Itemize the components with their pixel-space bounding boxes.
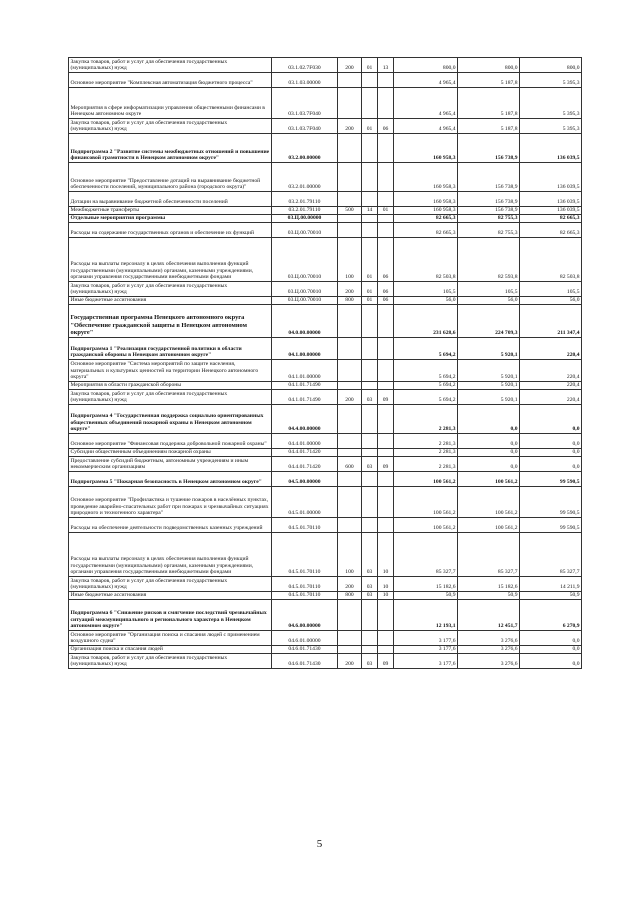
table-row (69, 163, 582, 192)
row-value-year1: 2 281,3 (394, 405, 458, 434)
row-subsection (378, 215, 394, 223)
row-section (362, 472, 378, 487)
row-value-year2: 156 738,9 (458, 192, 520, 207)
row-expense-type: 500 (338, 207, 362, 215)
row-value-year2: 5 187,8 (458, 88, 520, 119)
row-subsection (378, 305, 394, 338)
row-name: Закупка товаров, работ и услуг для обеспечения государственных (муниципальных) нужд (69, 390, 272, 405)
row-name: Закупка товаров, работ и услуг для обеспечения государственных (муниципальных) нужд (69, 282, 272, 297)
row-code: 03.Ц.00.00000 (272, 215, 338, 223)
row-subsection (378, 646, 394, 654)
row-value-year2: 5 920,1 (458, 360, 520, 382)
row-subsection (378, 600, 394, 631)
row-name: Мероприятия в области гражданской обороны (69, 382, 272, 390)
row-name: Закупка товаров, работ и услуг для обеспечения государственных (муниципальных) нужд (69, 654, 272, 669)
table-row (69, 338, 582, 360)
row-value-year3: 0,0 (520, 405, 582, 434)
row-value-year2: 0,0 (458, 405, 520, 434)
row-name: Иные бюджетные ассигнования (69, 592, 272, 600)
row-value-year1: 100 561,2 (394, 472, 458, 487)
row-expense-type: 100 (338, 238, 362, 282)
row-name: Расходы на содержание государственных органов и обеспечение их функций (69, 223, 272, 238)
row-expense-type (338, 215, 362, 223)
row-value-year1: 3 177,6 (394, 654, 458, 669)
row-value-year1: 2 281,3 (394, 434, 458, 449)
row-section (362, 88, 378, 119)
row-subsection: 09 (378, 457, 394, 472)
row-value-year2: 82 593,8 (458, 238, 520, 282)
table-row (69, 223, 582, 238)
row-value-year2: 5 187,8 (458, 119, 520, 134)
row-value-year2: 3 276,6 (458, 631, 520, 646)
table-row (69, 654, 582, 669)
row-name: Иные бюджетные ассигнования (69, 297, 272, 305)
row-code: 04.4.01.71420 (272, 457, 338, 472)
row-expense-type: 200 (338, 119, 362, 134)
row-value-year1: 82 665,3 (394, 215, 458, 223)
row-value-year3: 136 039,5 (520, 192, 582, 207)
row-subsection (378, 73, 394, 88)
row-name: Основное мероприятие "Комплексная автоматизация бюджетного процесса" (69, 73, 272, 88)
budget-table (68, 57, 582, 669)
row-subsection: 10 (378, 592, 394, 600)
row-expense-type: 100 (338, 533, 362, 577)
row-value-year2: 82 755,3 (458, 223, 520, 238)
row-value-year1: 231 628,6 (394, 305, 458, 338)
row-value-year2: 0,0 (458, 434, 520, 449)
row-subsection (378, 163, 394, 192)
table-row (69, 390, 582, 405)
row-code: 04.5.01.00000 (272, 487, 338, 518)
row-expense-type (338, 449, 362, 457)
row-name: Расходы на выплаты персоналу в целях обеспечения выполнения функций государственными (муниципальными) органами, казенными учреждениями, органами управления государственными внебюджетными фондами (69, 533, 272, 577)
row-subsection: 06 (378, 297, 394, 305)
row-code: 03.2.01.79110 (272, 207, 338, 215)
row-section (362, 338, 378, 360)
row-value-year2: 3 276,6 (458, 654, 520, 669)
row-value-year3: 99 590,5 (520, 487, 582, 518)
row-value-year1: 4 965,4 (394, 73, 458, 88)
row-subsection: 06 (378, 238, 394, 282)
row-value-year3: 5 395,3 (520, 73, 582, 88)
row-subsection: 09 (378, 390, 394, 405)
row-value-year1: 160 958,3 (394, 163, 458, 192)
row-value-year2: 156 738,9 (458, 163, 520, 192)
row-subsection (378, 472, 394, 487)
row-section (362, 646, 378, 654)
row-value-year3: 0,0 (520, 631, 582, 646)
row-value-year1: 56,0 (394, 297, 458, 305)
row-value-year1: 4 965,4 (394, 88, 458, 119)
row-name: Закупка товаров, работ и услуг для обеспечения государственных (муниципальных) нужд (69, 58, 272, 73)
row-value-year2: 0,0 (458, 457, 520, 472)
table-row (69, 577, 582, 592)
table-row (69, 88, 582, 119)
row-expense-type (338, 434, 362, 449)
table-row (69, 192, 582, 207)
row-value-year3: 136 039,5 (520, 134, 582, 163)
row-code: 03.1.02.7F030 (272, 58, 338, 73)
row-section (362, 434, 378, 449)
row-expense-type (338, 360, 362, 382)
row-code: 03.Ц.00.70010 (272, 282, 338, 297)
row-value-year1: 50,9 (394, 592, 458, 600)
row-code: 04.5.00.00000 (272, 472, 338, 487)
row-expense-type (338, 223, 362, 238)
row-name: Закупка товаров, работ и услуг для обеспечения государственных (муниципальных) нужд (69, 577, 272, 592)
row-code: 04.1.01.00000 (272, 360, 338, 382)
row-section: 01 (362, 297, 378, 305)
row-code: 04.4.01.71420 (272, 449, 338, 457)
row-value-year2: 800,0 (458, 58, 520, 73)
row-value-year3: 82 665,3 (520, 223, 582, 238)
row-value-year2: 85 327,7 (458, 533, 520, 577)
row-expense-type (338, 134, 362, 163)
row-value-year3: 85 327,7 (520, 533, 582, 577)
row-expense-type: 600 (338, 457, 362, 472)
row-value-year1: 5 694,2 (394, 382, 458, 390)
row-name: Подпрограмма 2 "Развитие системы межбюджетных отношений и повышение финансовой грамотности в Ненецком автономном округе" (69, 134, 272, 163)
row-section (362, 223, 378, 238)
row-value-year1: 2 281,3 (394, 449, 458, 457)
row-code: 03.Ц.00.70010 (272, 223, 338, 238)
row-subsection (378, 223, 394, 238)
row-name: Основное мероприятие "Профилактика и тушение пожаров в населённых пунктах, проведение аварийно-спасательных работ при пожарах и чрезвычайных ситуациях природного и техногенного характера" (69, 487, 272, 518)
row-expense-type (338, 382, 362, 390)
table-row (69, 282, 582, 297)
table-row (69, 487, 582, 518)
row-value-year3: 0,0 (520, 449, 582, 457)
table-row (69, 58, 582, 73)
row-value-year2: 105,5 (458, 282, 520, 297)
row-code: 03.1.03.7F040 (272, 119, 338, 134)
row-subsection (378, 360, 394, 382)
row-value-year3: 220,4 (520, 382, 582, 390)
table-row (69, 238, 582, 282)
row-code: 04.0.00.00000 (272, 305, 338, 338)
row-value-year1: 3 177,6 (394, 646, 458, 654)
row-value-year3: 800,0 (520, 58, 582, 73)
row-section (362, 449, 378, 457)
row-code: 03.Ц.00.70010 (272, 238, 338, 282)
row-value-year1: 12 193,1 (394, 600, 458, 631)
table-row (69, 119, 582, 134)
row-section: 03 (362, 390, 378, 405)
row-expense-type (338, 405, 362, 434)
row-code: 04.6.01.71430 (272, 654, 338, 669)
row-subsection: 06 (378, 282, 394, 297)
table-row (69, 592, 582, 600)
row-value-year3: 50,9 (520, 592, 582, 600)
row-value-year1: 160 958,3 (394, 192, 458, 207)
row-section (362, 163, 378, 192)
row-value-year2: 5 920,1 (458, 338, 520, 360)
row-section: 03 (362, 592, 378, 600)
row-name: Расходы на обеспечение деятельности подведомственных казенных учреждений (69, 518, 272, 533)
row-subsection: 06 (378, 119, 394, 134)
row-section (362, 192, 378, 207)
row-expense-type (338, 518, 362, 533)
row-value-year3: 5 395,3 (520, 88, 582, 119)
row-section (362, 405, 378, 434)
row-code: 04.1.00.00000 (272, 338, 338, 360)
row-value-year3: 99 590,5 (520, 518, 582, 533)
row-value-year3: 220,4 (520, 360, 582, 382)
row-code: 03.Ц.00.70010 (272, 297, 338, 305)
table-row (69, 305, 582, 338)
row-expense-type (338, 646, 362, 654)
row-name: Основное мероприятие "Финансовая поддержка добровольной пожарной охраны" (69, 434, 272, 449)
table-row (69, 472, 582, 487)
row-expense-type: 200 (338, 577, 362, 592)
row-name: Отдельные мероприятия программы (69, 215, 272, 223)
row-value-year3: 82 503,8 (520, 238, 582, 282)
row-value-year1: 100 561,2 (394, 487, 458, 518)
row-expense-type (338, 487, 362, 518)
row-section (362, 518, 378, 533)
row-section (362, 600, 378, 631)
row-code: 04.5.01.70110 (272, 577, 338, 592)
row-subsection (378, 631, 394, 646)
row-code: 04.5.01.70110 (272, 518, 338, 533)
row-value-year2: 15 182,6 (458, 577, 520, 592)
row-value-year1: 85 327,7 (394, 533, 458, 577)
table-row (69, 646, 582, 654)
row-value-year3: 136 039,5 (520, 207, 582, 215)
row-expense-type (338, 472, 362, 487)
row-value-year2: 224 709,3 (458, 305, 520, 338)
table-row (69, 405, 582, 434)
row-code: 04.6.00.00000 (272, 600, 338, 631)
row-value-year2: 156 738,9 (458, 134, 520, 163)
table-row (69, 207, 582, 215)
row-code: 04.4.00.00000 (272, 405, 338, 434)
row-value-year2: 5 920,1 (458, 382, 520, 390)
row-section (362, 382, 378, 390)
row-value-year1: 5 694,2 (394, 390, 458, 405)
table-row (69, 533, 582, 577)
row-subsection (378, 518, 394, 533)
row-subsection: 10 (378, 577, 394, 592)
row-value-year3: 5 395,3 (520, 119, 582, 134)
row-value-year3: 0,0 (520, 654, 582, 669)
row-code: 04.4.01.00000 (272, 434, 338, 449)
table-row (69, 134, 582, 163)
table-row (69, 73, 582, 88)
row-name: Предоставление субсидий бюджетным, автономным учреждениям и иным некоммерческим организациям (69, 457, 272, 472)
row-value-year3: 82 665,3 (520, 215, 582, 223)
row-value-year3: 105,5 (520, 282, 582, 297)
row-expense-type: 200 (338, 282, 362, 297)
row-section (362, 360, 378, 382)
row-value-year2: 5 187,8 (458, 73, 520, 88)
row-value-year1: 82 665,3 (394, 223, 458, 238)
row-value-year3: 99 590,5 (520, 472, 582, 487)
row-expense-type: 200 (338, 58, 362, 73)
row-value-year1: 5 694,2 (394, 338, 458, 360)
row-section (362, 73, 378, 88)
row-section (362, 134, 378, 163)
row-section: 01 (362, 238, 378, 282)
row-value-year2: 156 738,9 (458, 207, 520, 215)
row-name: Подпрограмма 1 "Реализация государственной политики в области гражданской обороны в Ненецком автономном округе" (69, 338, 272, 360)
row-name: Межбюджетные трансферты (69, 207, 272, 215)
row-value-year1: 800,0 (394, 58, 458, 73)
row-expense-type (338, 192, 362, 207)
row-name: Основное мероприятие "Предоставление дотаций на выравнивание бюджетной обеспеченности поселений, муниципального района (городского округа)" (69, 163, 272, 192)
row-name: Основное мероприятие "Система мероприятий по защите населения, материальных и культурных ценностей на территории Ненецкого автономного округа" (69, 360, 272, 382)
row-value-year2: 56,0 (458, 297, 520, 305)
row-name: Подпрограмма 4 "Государственная поддержка социально ориентированных общественных объединений пожарной охраны в Ненецком автономном округе" (69, 405, 272, 434)
row-subsection: 13 (378, 58, 394, 73)
row-section: 01 (362, 282, 378, 297)
row-section: 03 (362, 457, 378, 472)
row-name: Дотации на выравнивание бюджетной обеспеченности поселений (69, 192, 272, 207)
row-value-year1: 105,5 (394, 282, 458, 297)
row-value-year2: 0,0 (458, 449, 520, 457)
row-value-year3: 6 270,9 (520, 600, 582, 631)
row-section: 03 (362, 654, 378, 669)
table-row (69, 360, 582, 382)
row-value-year3: 136 039,5 (520, 163, 582, 192)
row-section (362, 487, 378, 518)
row-value-year1: 100 561,2 (394, 518, 458, 533)
row-subsection: 09 (378, 654, 394, 669)
row-expense-type (338, 338, 362, 360)
row-value-year2: 100 561,2 (458, 472, 520, 487)
row-code: 04.6.01.00000 (272, 631, 338, 646)
row-section: 03 (362, 577, 378, 592)
row-expense-type (338, 600, 362, 631)
row-value-year1: 4 965,4 (394, 119, 458, 134)
row-value-year1: 2 281,3 (394, 457, 458, 472)
row-subsection (378, 487, 394, 518)
row-expense-type (338, 88, 362, 119)
table-row (69, 457, 582, 472)
row-code: 03.2.01.00000 (272, 163, 338, 192)
row-code: 04.6.01.71430 (272, 646, 338, 654)
row-name: Расходы на выплаты персоналу в целях обеспечения выполнения функций государственными (муниципальными) органами, казенными учреждениями, органами управления государственными внебюджетными фондами (69, 238, 272, 282)
row-section: 01 (362, 119, 378, 134)
row-value-year3: 0,0 (520, 646, 582, 654)
row-name: Организация поиска и спасания людей (69, 646, 272, 654)
row-value-year1: 160 958,3 (394, 207, 458, 215)
row-value-year3: 220,4 (520, 390, 582, 405)
row-name: Государственная программа Ненецкого автономного округа "Обеспечение гражданской защиты в Ненецком автономном округе" (69, 305, 272, 338)
row-code: 03.1.03.7F040 (272, 88, 338, 119)
row-value-year2: 100 561,2 (458, 487, 520, 518)
table-row (69, 631, 582, 646)
row-subsection (378, 405, 394, 434)
row-section (362, 305, 378, 338)
row-code: 04.5.01.70110 (272, 533, 338, 577)
row-subsection (378, 192, 394, 207)
row-value-year3: 0,0 (520, 457, 582, 472)
row-code: 04.1.01.71490 (272, 382, 338, 390)
row-section (362, 631, 378, 646)
row-name: Подпрограмма 5 "Пожарная безопасность в Ненецком автономном округе" (69, 472, 272, 487)
row-value-year1: 82 503,8 (394, 238, 458, 282)
row-value-year2: 50,9 (458, 592, 520, 600)
row-value-year3: 0,0 (520, 434, 582, 449)
row-value-year2: 100 561,2 (458, 518, 520, 533)
row-name: Основное мероприятие "Организация поиска и спасания людей с применением воздушного судна" (69, 631, 272, 646)
table-row (69, 449, 582, 457)
row-value-year3: 56,0 (520, 297, 582, 305)
row-section (362, 215, 378, 223)
row-section: 01 (362, 58, 378, 73)
row-name: Субсидии общественным объединениям пожарной охраны (69, 449, 272, 457)
row-expense-type (338, 73, 362, 88)
row-expense-type: 200 (338, 654, 362, 669)
row-value-year2: 5 920,1 (458, 390, 520, 405)
table-row (69, 518, 582, 533)
row-subsection (378, 382, 394, 390)
row-value-year2: 3 276,6 (458, 646, 520, 654)
row-value-year3: 211 347,4 (520, 305, 582, 338)
row-value-year1: 3 177,6 (394, 631, 458, 646)
row-subsection (378, 88, 394, 119)
row-expense-type: 200 (338, 390, 362, 405)
row-subsection (378, 338, 394, 360)
row-code: 04.1.01.71490 (272, 390, 338, 405)
page-number: 5 (316, 838, 323, 850)
row-code: 03.1.03.00000 (272, 73, 338, 88)
row-subsection (378, 434, 394, 449)
table-row (69, 600, 582, 631)
row-value-year1: 160 958,3 (394, 134, 458, 163)
row-subsection (378, 449, 394, 457)
row-code: 04.5.01.70110 (272, 592, 338, 600)
table-row (69, 297, 582, 305)
row-subsection: 10 (378, 533, 394, 577)
row-value-year3: 14 211,9 (520, 577, 582, 592)
row-expense-type: 800 (338, 297, 362, 305)
row-expense-type (338, 305, 362, 338)
row-subsection (378, 134, 394, 163)
row-value-year2: 82 755,3 (458, 215, 520, 223)
row-value-year1: 5 694,2 (394, 360, 458, 382)
row-expense-type: 800 (338, 592, 362, 600)
row-value-year2: 12 451,7 (458, 600, 520, 631)
row-name: Мероприятия в сфере информатизации управления общественными финансами в Ненецком автономном округе (69, 88, 272, 119)
table-row (69, 382, 582, 390)
row-expense-type (338, 631, 362, 646)
row-code: 03.2.01.79110 (272, 192, 338, 207)
row-section: 14 (362, 207, 378, 215)
row-subsection: 01 (378, 207, 394, 215)
row-code: 03.2.00.00000 (272, 134, 338, 163)
row-name: Подпрограмма 6 "Снижение рисков и смягчение последствий чрезвычайных ситуаций межмуниципального и регионального характера в Ненецком автономном округе" (69, 600, 272, 631)
table-row (69, 434, 582, 449)
row-expense-type (338, 163, 362, 192)
row-section: 03 (362, 533, 378, 577)
table-row (69, 215, 582, 223)
row-value-year1: 15 182,6 (394, 577, 458, 592)
row-value-year3: 220,4 (520, 338, 582, 360)
row-name: Закупка товаров, работ и услуг для обеспечения государственных (муниципальных) нужд (69, 119, 272, 134)
